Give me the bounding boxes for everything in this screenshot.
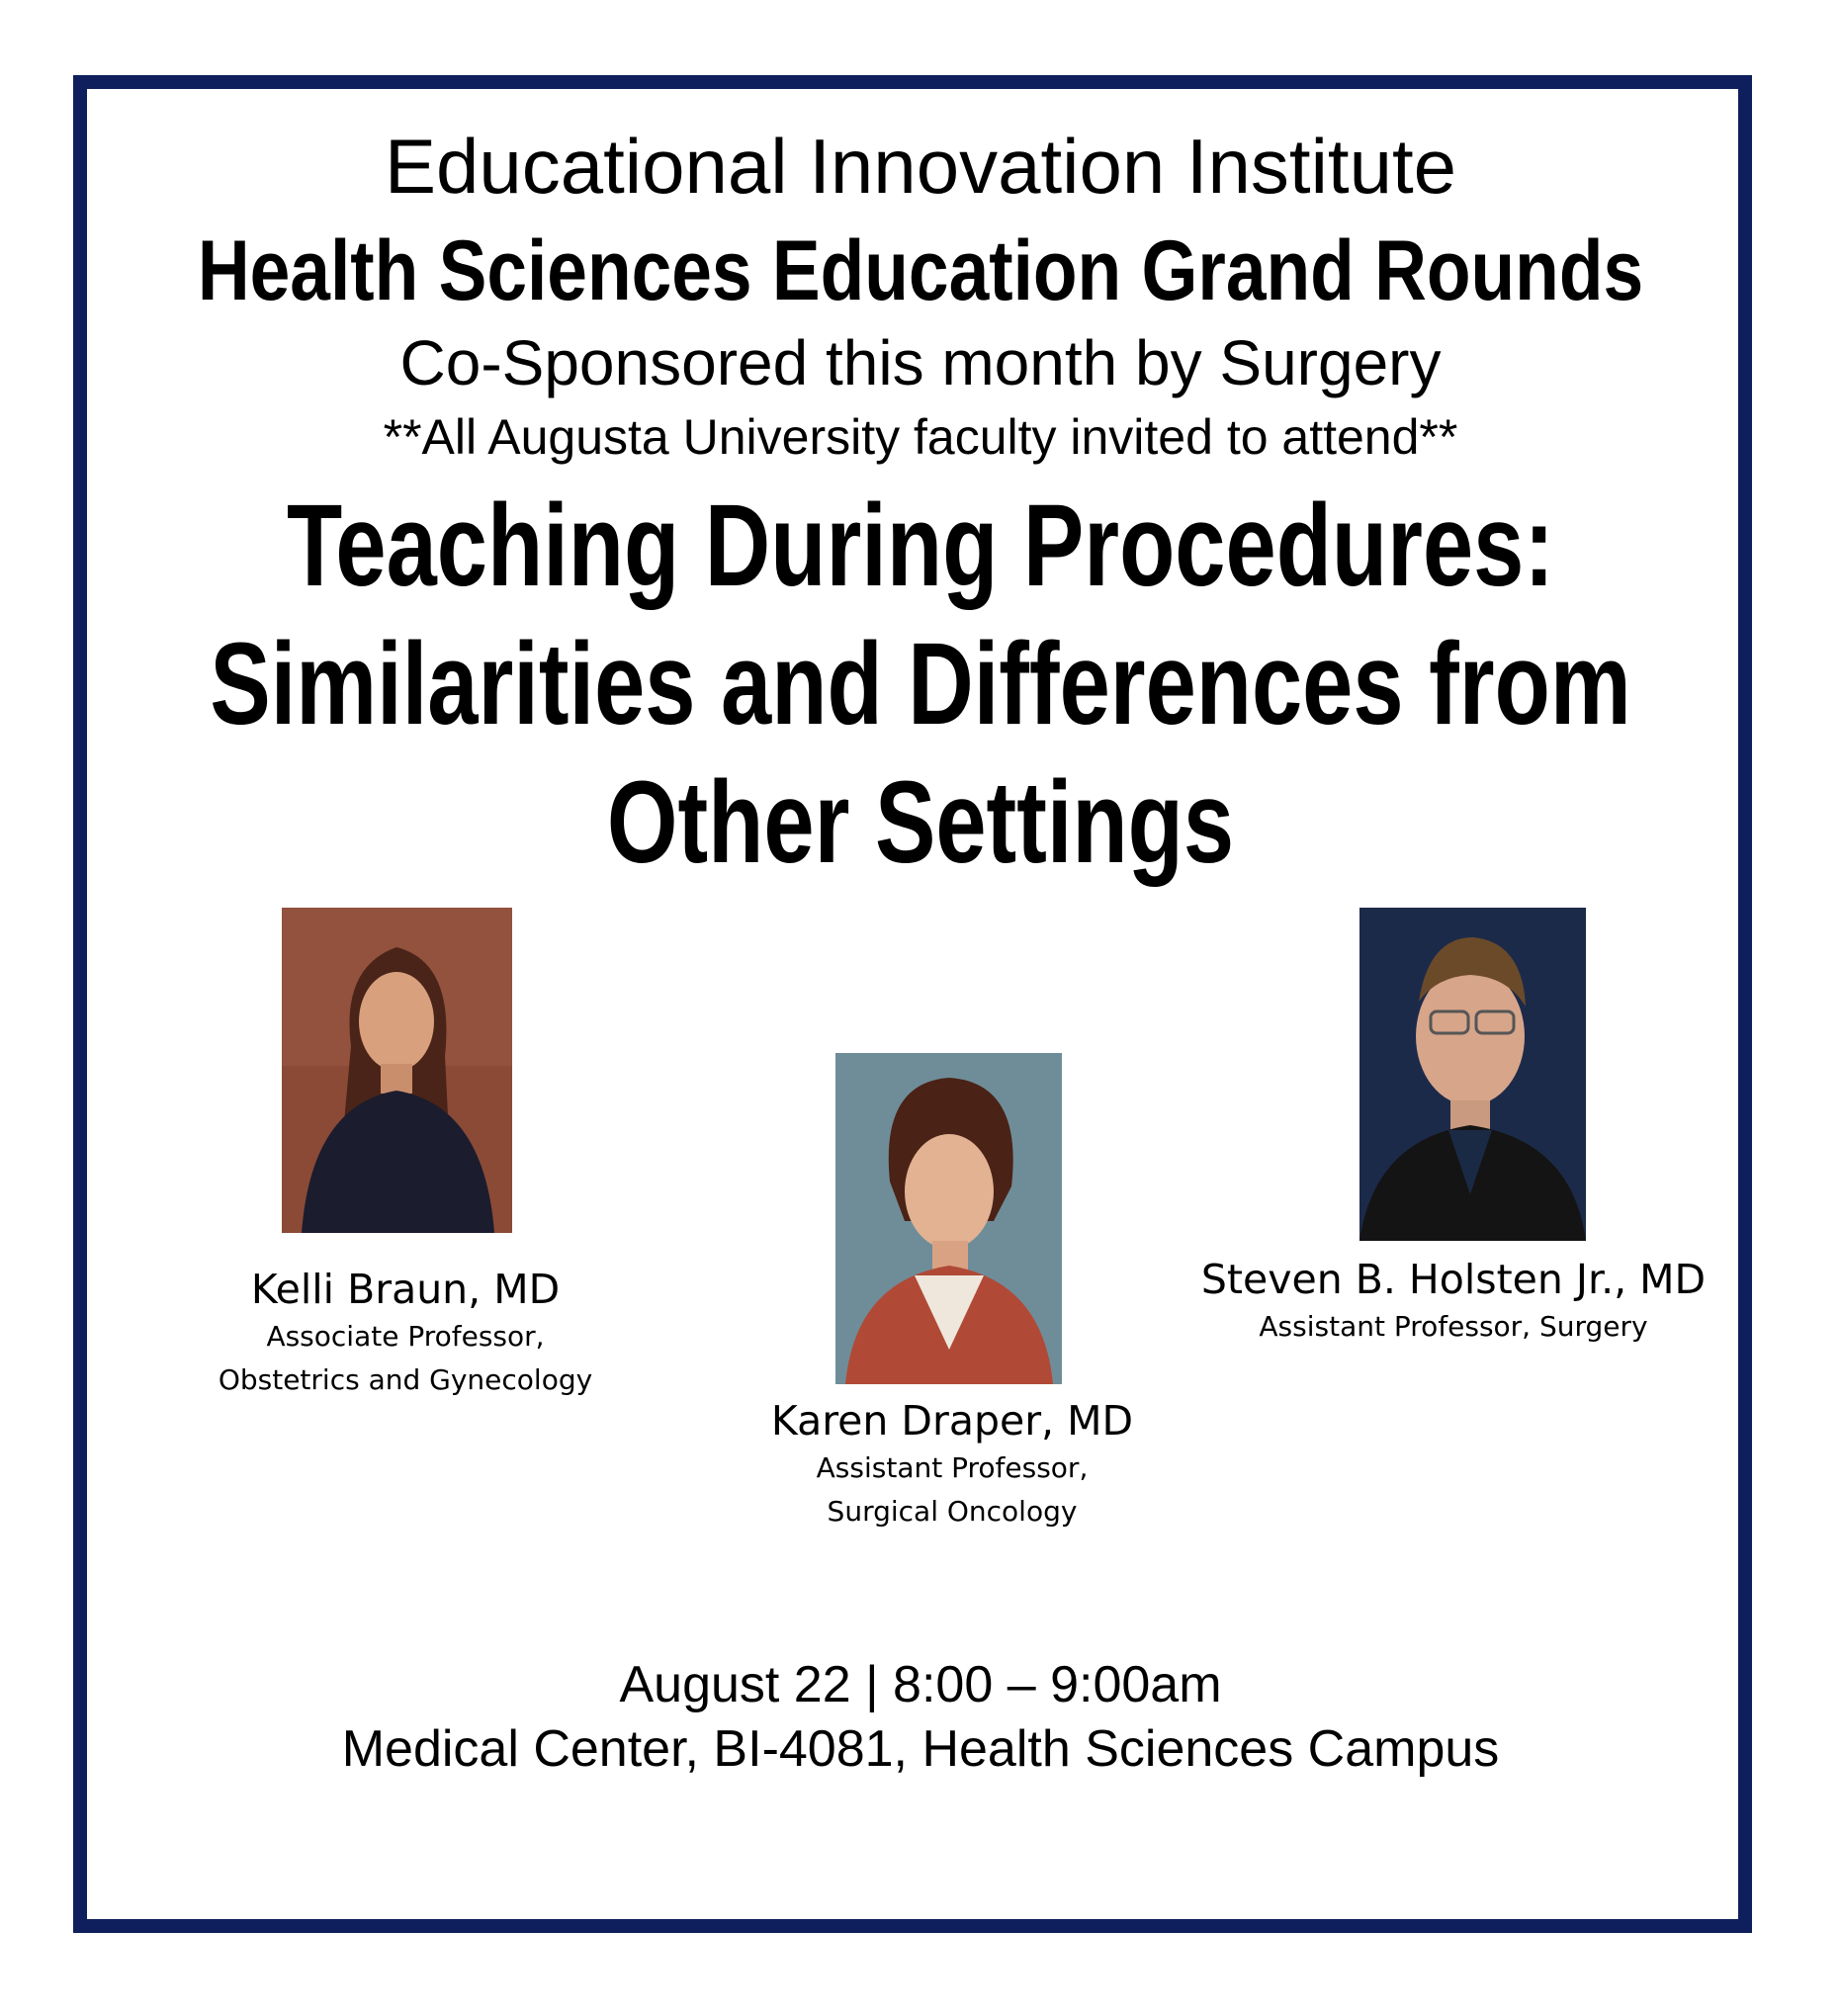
speaker-title: Assistant Professor, <box>816 1451 1089 1484</box>
speaker-name: Karen Draper, MD <box>770 1397 1134 1445</box>
speaker-card-steven-holsten <box>1186 1254 1720 1349</box>
speaker-photo-steven-holsten <box>1359 908 1586 1241</box>
speaker-card-karen-draper <box>754 1395 1150 1534</box>
series-title: Health Sciences Education Grand Rounds <box>197 223 1644 318</box>
speaker-title: Obstetrics and Gynecology <box>218 1363 593 1396</box>
speaker-name: Kelli Braun, MD <box>250 1266 561 1313</box>
speaker-photo-karen-draper <box>835 1053 1062 1384</box>
speaker-title: Surgical Oncology <box>827 1495 1078 1528</box>
speaker-name: Steven B. Holsten Jr., MD <box>1200 1256 1707 1303</box>
speaker-photo-kelli-braun <box>282 908 512 1233</box>
speaker-card-kelli-braun <box>208 1264 603 1402</box>
speaker-title: Assistant Professor, Surgery <box>1259 1310 1648 1343</box>
talk-title <box>0 477 1841 892</box>
speaker-title: Associate Professor, <box>266 1320 545 1353</box>
invitation-line: **All Augusta University faculty invited to attend** <box>383 409 1458 465</box>
event-date-time: August 22 | 8:00 – 9:00am <box>619 1656 1222 1713</box>
talk-title-line: Other Settings <box>606 757 1235 888</box>
talk-title-line: Teaching During Procedures: <box>287 481 1554 611</box>
event-location: Medical Center, BI-4081, Health Sciences Campus <box>341 1720 1500 1778</box>
institute-name: Educational Innovation Institute <box>384 123 1457 210</box>
sponsor-line: Co-Sponsored this month by Surgery <box>399 327 1442 398</box>
talk-title-line: Similarities and Differences from <box>210 619 1631 749</box>
